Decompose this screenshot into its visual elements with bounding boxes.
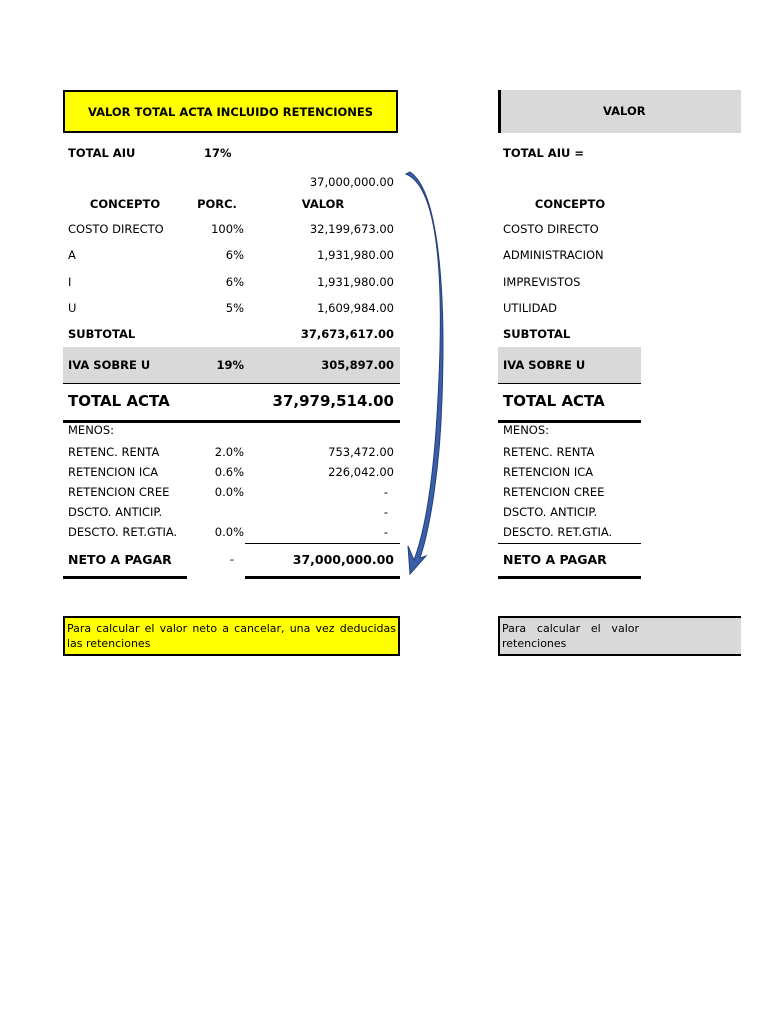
cost-row-valor: 32,199,673.00	[309, 222, 394, 236]
cost-row-porc: 100%	[211, 222, 244, 236]
menos-label: MENOS:	[68, 423, 115, 437]
right-header-text: VALOR	[603, 104, 646, 118]
right-deduction: RETENCION ICA	[503, 465, 594, 479]
total-aiu-label: TOTAL AIU	[68, 146, 136, 160]
col-porc: PORC.	[197, 197, 237, 211]
right-deduction: RETENCION CREE	[503, 485, 605, 499]
subtotal-value: 37,673,617.00	[300, 327, 394, 341]
cost-row-porc: 6%	[225, 248, 244, 262]
right-note-text: Para calcular el valor retenciones	[502, 622, 639, 650]
cost-row-concepto: A	[68, 248, 76, 262]
deduction-concepto: DESCTO. RET.GTIA.	[68, 525, 178, 539]
curved-down-arrow-icon	[400, 168, 450, 578]
deduction-porc: 0.6%	[214, 465, 244, 479]
right-cost-row: IMPREVISTOS	[503, 275, 581, 289]
neto-label: NETO A PAGAR	[68, 552, 172, 567]
right-deduction: DSCTO. ANTICIP.	[503, 505, 598, 519]
right-deduction: DESCTO. RET.GTIA.	[503, 525, 613, 539]
cost-row-concepto: COSTO DIRECTO	[68, 222, 164, 236]
iva-pct: 19%	[216, 358, 244, 372]
right-note	[498, 616, 741, 656]
subtotal-label: SUBTOTAL	[68, 327, 136, 341]
deduction-porc: 2.0%	[214, 445, 244, 459]
col-valor: VALOR	[301, 197, 345, 211]
right-cost-row: ADMINISTRACION	[503, 248, 604, 262]
total-acta-label: TOTAL ACTA	[68, 392, 170, 410]
divider	[63, 383, 400, 384]
col-concepto: CONCEPTO	[89, 197, 161, 211]
deduction-concepto: RETENCION ICA	[68, 465, 159, 479]
total-acta-value: 37,979,514.00	[272, 392, 394, 410]
deduction-porc: 0.0%	[214, 485, 244, 499]
right-subtotal-label: SUBTOTAL	[503, 327, 571, 341]
cost-row-valor: 1,931,980.00	[317, 275, 394, 289]
divider	[498, 383, 641, 384]
right-cost-row: COSTO DIRECTO	[503, 222, 599, 236]
cost-row-concepto: U	[68, 301, 77, 315]
deduction-concepto: DSCTO. ANTICIP.	[68, 505, 163, 519]
cost-row-porc: 5%	[225, 301, 244, 315]
total-aiu-pct: 17%	[204, 146, 232, 160]
divider	[498, 543, 641, 544]
deduction-valor: -	[383, 525, 388, 539]
neto-value: 37,000,000.00	[292, 552, 394, 567]
right-header	[498, 90, 741, 133]
iva-value: 305,897.00	[321, 358, 394, 372]
right-total-acta-label: TOTAL ACTA	[503, 392, 605, 410]
divider	[63, 576, 187, 579]
deduction-valor: -	[383, 505, 388, 519]
deduction-valor: -	[383, 485, 388, 499]
iva-label: IVA SOBRE U	[68, 358, 151, 372]
right-cost-row: UTILIDAD	[503, 301, 558, 315]
left-note-text: Para calcular el valor neto a cancelar, una vez deducidas las retenciones	[67, 622, 396, 650]
left-note	[63, 616, 400, 656]
divider	[245, 576, 400, 579]
right-menos-label: MENOS:	[503, 423, 550, 437]
left-header-text: VALOR TOTAL ACTA INCLUIDO RETENCIONES	[87, 104, 374, 119]
deduction-concepto: RETENCION CREE	[68, 485, 170, 499]
divider	[498, 576, 641, 579]
base-value: 37,000,000.00	[309, 175, 394, 189]
deduction-valor: 753,472.00	[328, 445, 394, 459]
cost-row-concepto: I	[68, 275, 72, 289]
divider	[245, 543, 400, 544]
neto-porc: -	[229, 552, 234, 566]
deduction-valor: 226,042.00	[328, 465, 394, 479]
left-header	[63, 90, 398, 133]
right-col-concepto: CONCEPTO	[534, 197, 606, 211]
cost-row-porc: 6%	[225, 275, 244, 289]
right-iva-label: IVA SOBRE U	[503, 358, 586, 372]
right-neto-label: NETO A PAGAR	[503, 552, 607, 567]
cost-row-valor: 1,931,980.00	[317, 248, 394, 262]
deduction-concepto: RETENC. RENTA	[68, 445, 160, 459]
right-total-aiu-label: TOTAL AIU =	[503, 146, 584, 160]
deduction-porc: 0.0%	[214, 525, 244, 539]
cost-row-valor: 1,609,984.00	[317, 301, 394, 315]
right-deduction: RETENC. RENTA	[503, 445, 595, 459]
